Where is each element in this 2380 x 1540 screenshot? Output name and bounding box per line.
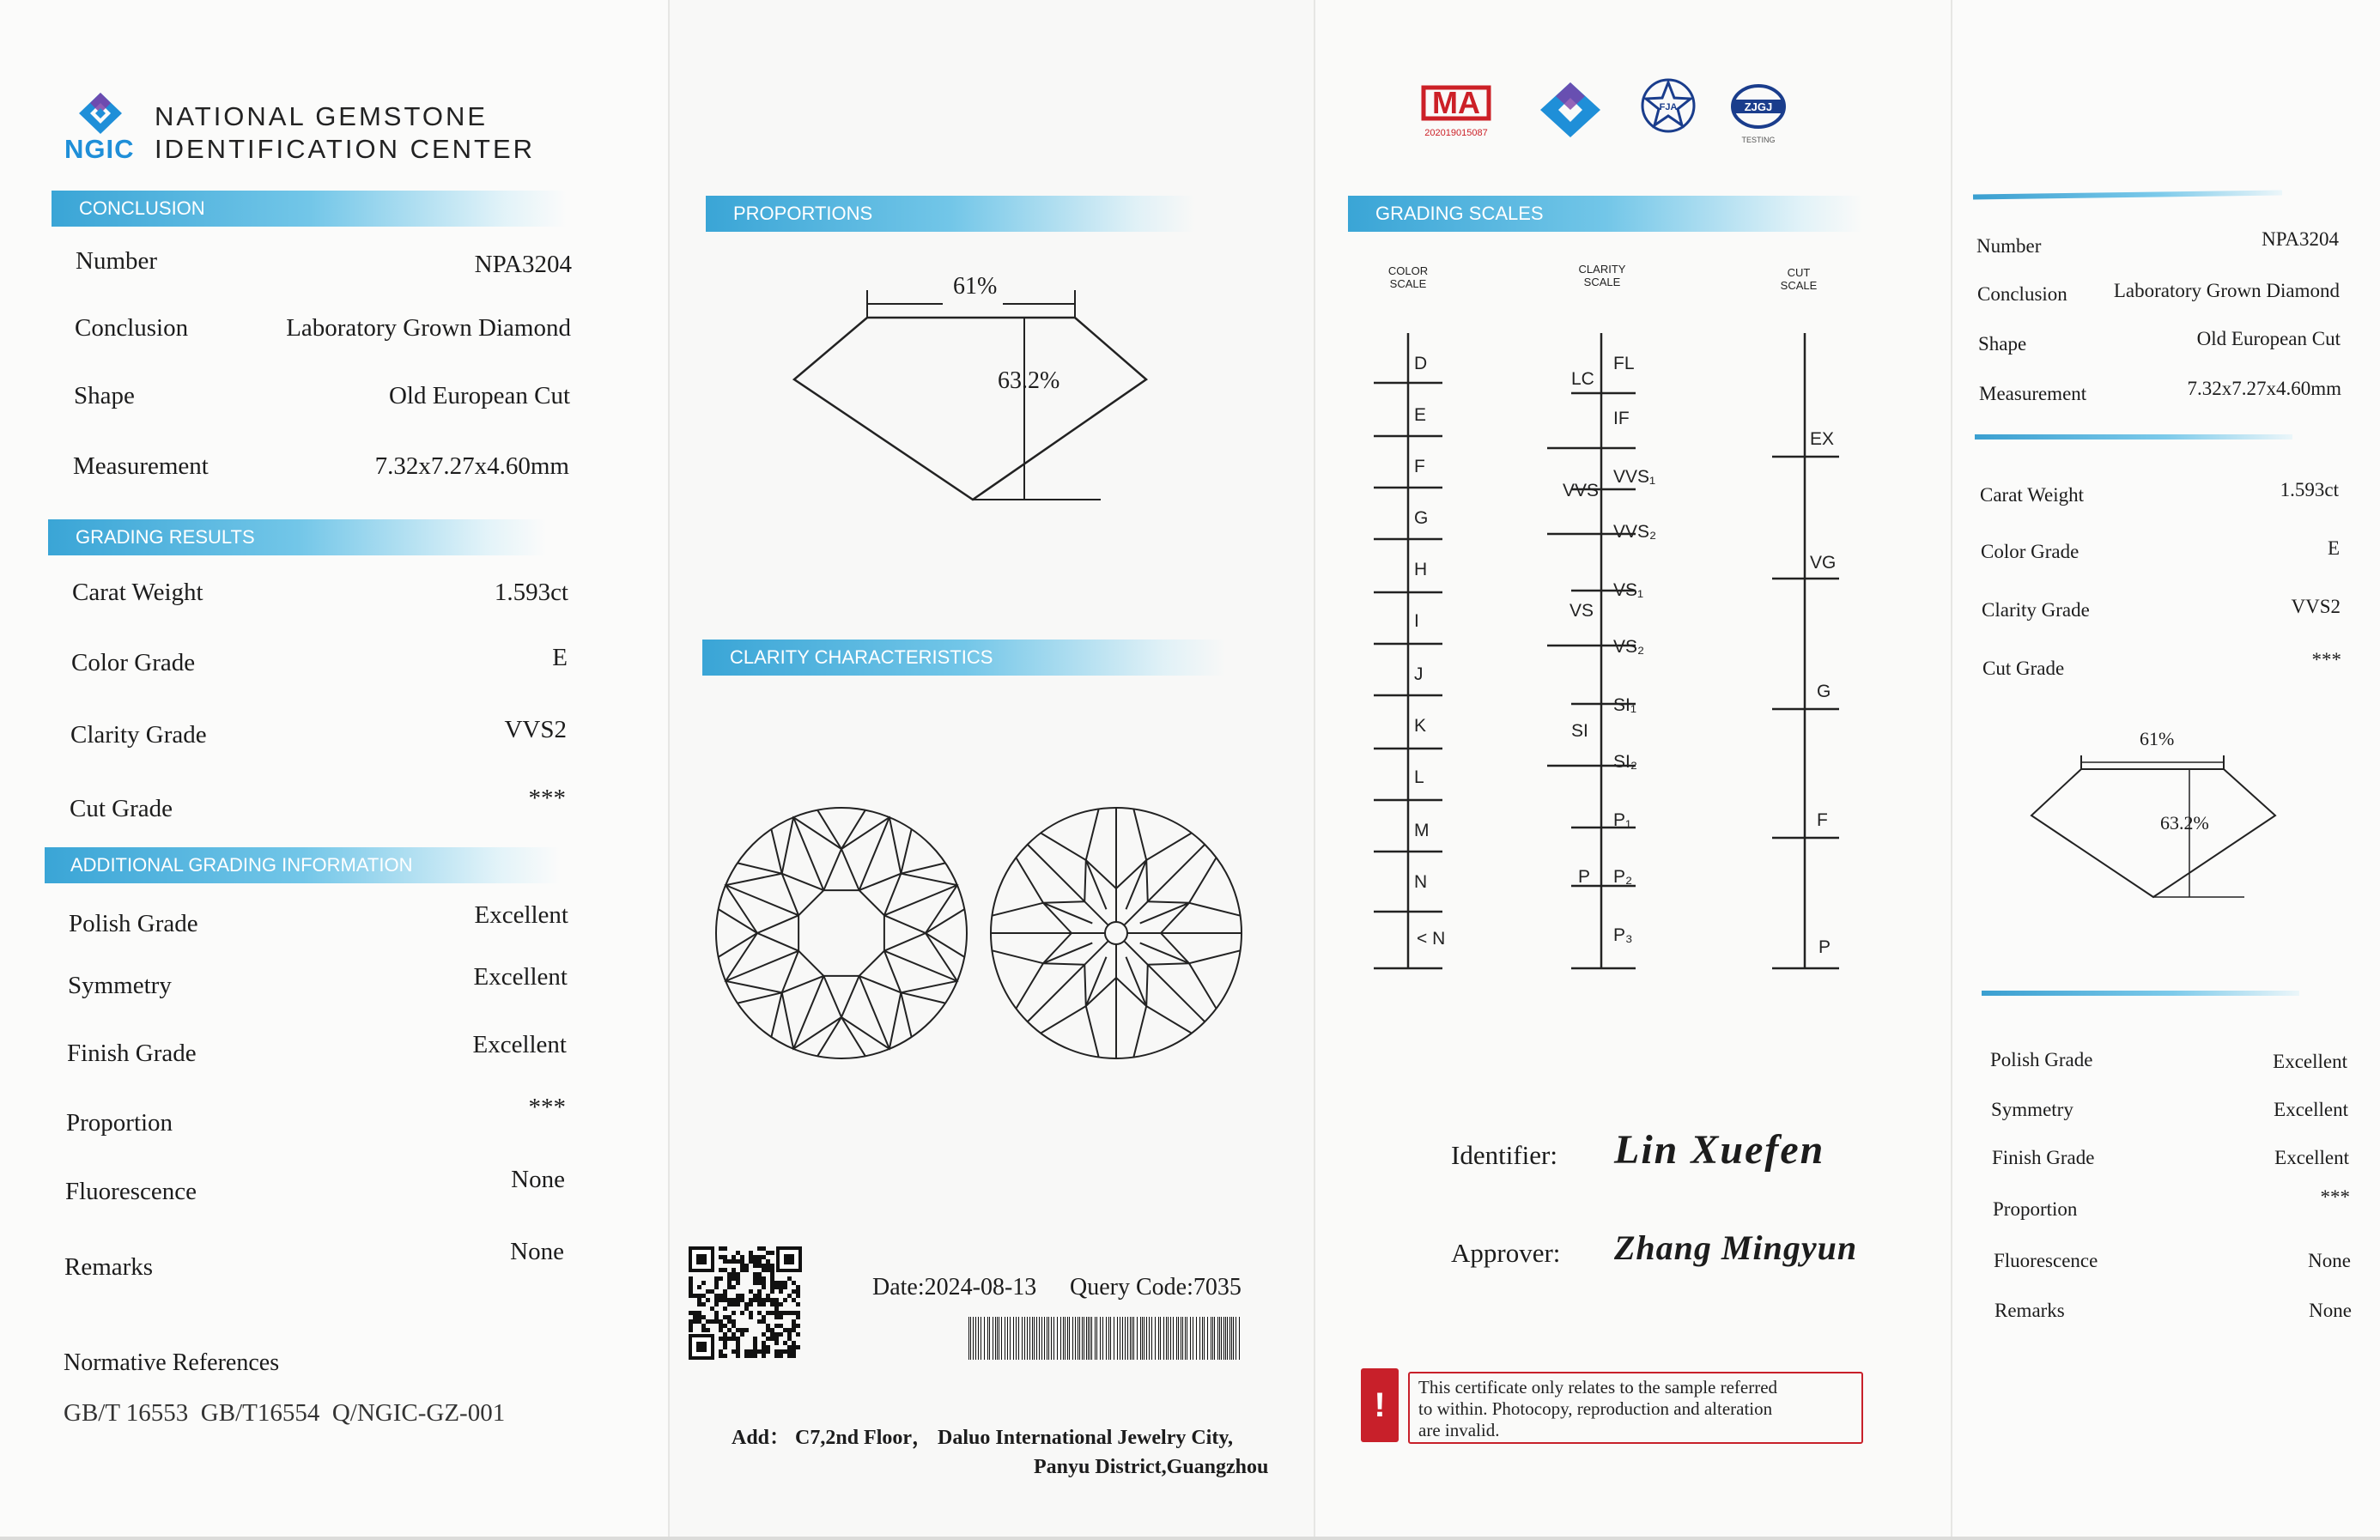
color-grade-label: H bbox=[1414, 560, 1428, 579]
clarity-group-label: VS bbox=[1569, 601, 1594, 621]
row-label: Remarks bbox=[64, 1253, 154, 1281]
approver-label: Approver: bbox=[1451, 1238, 1561, 1268]
row-label: Proportion bbox=[1993, 1198, 2078, 1220]
color-scale-title: COLOR SCALE bbox=[1387, 264, 1429, 290]
color-grade-label: J bbox=[1414, 664, 1424, 684]
row-label: Measurement bbox=[1979, 383, 2087, 404]
svg-text:ZJGJ: ZJGJ bbox=[1744, 100, 1773, 113]
clarity-grade-label: P₃ bbox=[1613, 925, 1633, 945]
row-value: 7.32x7.27x4.60mm bbox=[374, 452, 569, 480]
section-header-grading-scales: GRADING SCALES bbox=[1348, 196, 1863, 232]
normative-title: Normative References bbox=[64, 1349, 280, 1376]
color-grade-label: E bbox=[1414, 405, 1427, 425]
clarity-scale-title: CLARITY SCALE bbox=[1578, 263, 1626, 288]
divider-bar bbox=[1975, 434, 2292, 440]
notice-box bbox=[1408, 1372, 1863, 1444]
section-header-conclusion: CONCLUSION bbox=[52, 191, 567, 227]
color-grade-label: < N bbox=[1417, 929, 1446, 949]
row-value: *** bbox=[528, 1094, 566, 1121]
row-value: NPA3204 bbox=[2262, 228, 2339, 250]
row-label: Number bbox=[1976, 235, 2042, 257]
panel-report-left bbox=[0, 0, 668, 1537]
identifier-label: Identifier: bbox=[1451, 1140, 1557, 1170]
org-abbr: NGIC bbox=[64, 134, 135, 164]
row-label: Clarity Grade bbox=[70, 721, 207, 749]
clarity-grade-label: FL bbox=[1613, 354, 1635, 373]
section-header-proportions: PROPORTIONS bbox=[706, 196, 1195, 232]
normative-refs: GB/T 16553 GB/T16554 Q/NGIC-GZ-001 bbox=[64, 1399, 506, 1427]
ngic-logo-icon bbox=[72, 89, 129, 137]
clarity-grade-label: P₂ bbox=[1613, 867, 1633, 887]
row-value: Excellent bbox=[2274, 1099, 2348, 1120]
row-label: Finish Grade bbox=[67, 1040, 197, 1067]
notice-mark bbox=[1361, 1368, 1399, 1442]
clarity-grade-label: SI₁ bbox=[1613, 695, 1636, 715]
color-grade-label: D bbox=[1414, 354, 1428, 373]
svg-text:202019015087: 202019015087 bbox=[1424, 128, 1488, 138]
address-line2: Panyu District,Guangzhou bbox=[1034, 1456, 1269, 1478]
section-header-clarity-characteristics: CLARITY CHARACTERISTICS bbox=[702, 640, 1226, 676]
depth-percent-label: 63.2% bbox=[998, 367, 1060, 394]
row-label: Conclusion bbox=[1977, 283, 2067, 305]
row-value: 1.593ct bbox=[2280, 479, 2339, 500]
row-label: Symmetry bbox=[1991, 1099, 2073, 1120]
row-label: Shape bbox=[74, 382, 135, 409]
qr-code-icon[interactable] bbox=[689, 1246, 802, 1360]
row-value: *** bbox=[2320, 1186, 2350, 1208]
fja-star-logo-icon bbox=[1638, 76, 1698, 136]
summary-depth-percent: 63.2% bbox=[2160, 812, 2209, 834]
row-label: Remarks bbox=[1994, 1300, 2065, 1321]
row-value: Excellent bbox=[474, 901, 568, 929]
color-grade-label: N bbox=[1414, 872, 1428, 892]
clarity-grade-label: SI₂ bbox=[1613, 752, 1637, 772]
clarity-grade-label: VVS₂ bbox=[1613, 522, 1657, 542]
color-grade-label: K bbox=[1414, 716, 1427, 736]
row-value: NPA3204 bbox=[474, 251, 572, 278]
cut-grade-label: VG bbox=[1810, 553, 1837, 573]
clarity-group-label: LC bbox=[1571, 369, 1594, 389]
row-value: Laboratory Grown Diamond bbox=[286, 314, 571, 342]
row-label: Finish Grade bbox=[1992, 1147, 2095, 1168]
row-value: 1.593ct bbox=[494, 579, 568, 606]
section-header-grading-results: GRADING RESULTS bbox=[48, 519, 546, 555]
svg-text:TESTING: TESTING bbox=[1741, 136, 1776, 144]
svg-text:FJA: FJA bbox=[1659, 102, 1678, 112]
row-value: Old European Cut bbox=[2196, 328, 2341, 349]
address-line1: Add： C7,2nd Floor， Daluo International Jewelry City, bbox=[732, 1427, 1234, 1449]
summary-table-percent: 61% bbox=[2140, 728, 2175, 749]
identifier-signature: Lin Xuefen bbox=[1614, 1127, 1825, 1173]
row-value: *** bbox=[2311, 649, 2341, 670]
cma-logo-icon bbox=[1415, 79, 1497, 141]
row-value: Excellent bbox=[472, 1031, 567, 1058]
cut-grade-label: EX bbox=[1810, 429, 1835, 449]
notice-line3: are invalid. bbox=[1418, 1420, 1500, 1440]
pavilion-view-diagram bbox=[987, 804, 1245, 1062]
barcode-icon bbox=[968, 1317, 1245, 1360]
row-value: *** bbox=[528, 785, 566, 812]
fold-line bbox=[1314, 0, 1315, 1537]
clarity-group-label: SI bbox=[1571, 721, 1588, 741]
notice-line1: This certificate only relates to the sample referred bbox=[1418, 1377, 1778, 1398]
row-value: None bbox=[2309, 1300, 2352, 1321]
row-value: 7.32x7.27x4.60mm bbox=[2187, 378, 2341, 399]
color-grade-label: I bbox=[1414, 611, 1419, 631]
proportions-diagram bbox=[790, 283, 1151, 515]
report-date: Date:2024-08-13 bbox=[872, 1274, 1037, 1301]
row-label: Conclusion bbox=[75, 314, 189, 342]
clarity-group-label: VVS bbox=[1563, 481, 1600, 500]
row-label: Polish Grade bbox=[69, 910, 198, 937]
clarity-grade-label: VS₁ bbox=[1613, 580, 1644, 600]
row-value: E bbox=[2327, 537, 2340, 559]
notice-line2: to within. Photocopy, reproduction and alteration bbox=[1418, 1398, 1773, 1419]
row-value: Laboratory Grown Diamond bbox=[2113, 280, 2340, 301]
row-label: Color Grade bbox=[71, 649, 196, 676]
cut-scale-title: CUT SCALE bbox=[1780, 266, 1818, 292]
row-label: Carat Weight bbox=[1980, 484, 2084, 506]
color-grade-label: G bbox=[1414, 508, 1429, 528]
section-header-additional: ADDITIONAL GRADING INFORMATION bbox=[45, 847, 560, 883]
row-value: E bbox=[552, 644, 568, 671]
row-value: VVS2 bbox=[2291, 596, 2341, 617]
org-name-line1: NATIONAL GEMSTONE bbox=[155, 101, 489, 131]
zjgj-globe-logo-icon bbox=[1726, 81, 1791, 146]
row-label: Fluorescence bbox=[1994, 1250, 2098, 1271]
approver-signature: Zhang Mingyun bbox=[1614, 1228, 1858, 1267]
row-label: Carat Weight bbox=[72, 579, 203, 606]
row-value: Excellent bbox=[2273, 1051, 2347, 1072]
org-name-line2: IDENTIFICATION CENTER bbox=[155, 134, 536, 164]
fold-line bbox=[668, 0, 670, 1537]
warning-icon: ! bbox=[1374, 1386, 1386, 1424]
divider-bar bbox=[1982, 991, 2299, 996]
row-value: Excellent bbox=[2274, 1147, 2349, 1168]
row-label: Clarity Grade bbox=[1982, 599, 2090, 621]
clarity-grade-label: VVS₁ bbox=[1613, 467, 1656, 487]
row-value: None bbox=[510, 1238, 564, 1265]
fold-line bbox=[1951, 0, 1952, 1537]
clarity-grade-label: P₁ bbox=[1613, 810, 1632, 830]
summary-proportions-diagram bbox=[2030, 755, 2279, 901]
ngic-diamond-logo-icon bbox=[1537, 79, 1604, 139]
table-percent-label: 61% bbox=[953, 273, 998, 300]
cut-grade-label: G bbox=[1817, 682, 1831, 701]
row-label: Fluorescence bbox=[65, 1178, 197, 1205]
row-label: Polish Grade bbox=[1990, 1049, 2093, 1070]
clarity-grade-label: IF bbox=[1613, 409, 1630, 428]
row-value: None bbox=[2308, 1250, 2351, 1271]
query-code: Query Code:7035 bbox=[1070, 1274, 1242, 1301]
row-value: None bbox=[511, 1166, 565, 1193]
cut-grade-label: P bbox=[1818, 937, 1831, 957]
row-label: Number bbox=[76, 247, 158, 275]
color-grade-label: L bbox=[1414, 767, 1424, 787]
row-value: Excellent bbox=[473, 963, 568, 991]
row-label: Color Grade bbox=[1981, 541, 2079, 562]
color-grade-label: F bbox=[1414, 457, 1425, 476]
clarity-grade-label: VS₂ bbox=[1613, 637, 1645, 657]
row-label: Shape bbox=[1978, 333, 2027, 355]
cut-grade-label: F bbox=[1817, 810, 1828, 830]
crown-view-diagram bbox=[713, 804, 970, 1062]
svg-text:MA: MA bbox=[1432, 85, 1480, 120]
row-value: Old European Cut bbox=[388, 382, 570, 409]
clarity-group-label: P bbox=[1578, 867, 1591, 887]
color-grade-label: M bbox=[1414, 821, 1430, 840]
row-value: VVS2 bbox=[504, 716, 567, 743]
row-label: Cut Grade bbox=[1982, 658, 2065, 679]
row-label: Proportion bbox=[66, 1109, 173, 1137]
row-label: Symmetry bbox=[68, 972, 172, 999]
row-label: Measurement bbox=[73, 452, 209, 480]
row-label: Cut Grade bbox=[70, 795, 173, 822]
